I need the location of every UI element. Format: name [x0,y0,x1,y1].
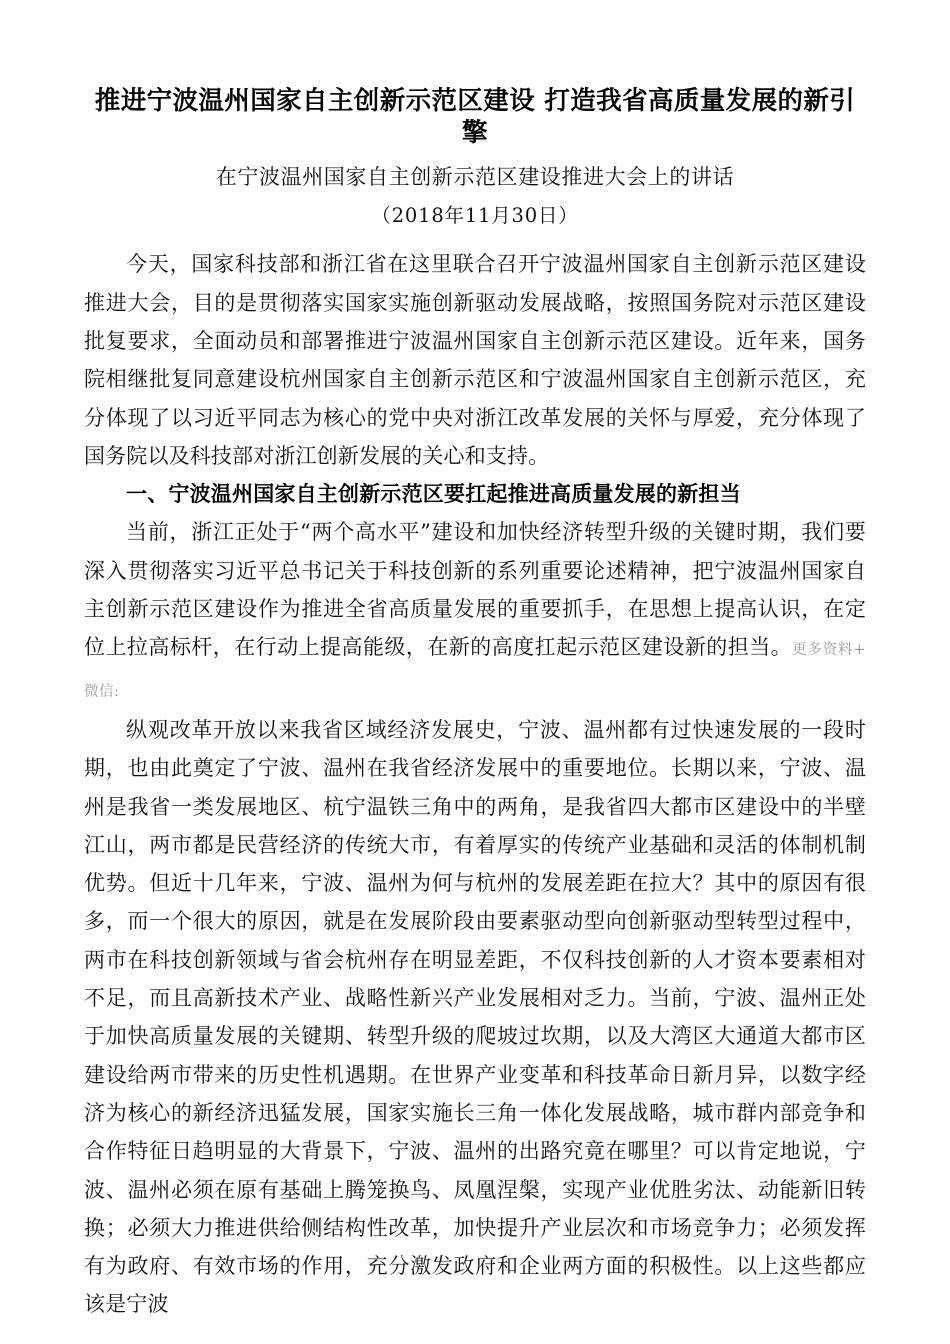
document-title: 推进宁波温州国家自主创新示范区建设 打造我省高质量发展的新引擎 [94,86,856,148]
body-paragraph-3: 纵观改革开放以来我省区域经济发展史，宁波、温州都有过快速发展的一段时期，也由此奠定了宁波、温州在我省经济发展中的重要地位。长期以来，宁波、温州是我省一类发展地区、杭宁温铁三角中的两角，是我省四大都市区建设中的半壁江山，两市都是民营经济的传统大市，有着厚实的传统产业基础和灵活的体制机制优势。但近十几年来，宁波、温州为何与杭州的发展差距在拉大？其中的原因有很多，而一个很大的原因，就是在发展阶段由要素驱动型向创新驱动型转型过程中，两市在科技创新领域与省会杭州存在明显差距，不仅科技创新的人才资本要素相对不足，而且高新技术产业、战略性新兴产业发展相对乏力。当前，宁波、温州正处于加快高质量发展的关键期、转型升级的爬坡过坎期，以及大湾区大通道大都市区建设给两市带来的历史性机遇期。在世界产业变革和科技革命日新月异，以数字经济为核心的新经济迅猛发展，国家实施长三角一体化发展战略，城市群内部竞争和合作特征日趋明显的大背景下，宁波、温州的出路究竟在哪里？可以肯定地说，宁波、温州必须在原有基础上腾笼换鸟、凤凰涅槃，实现产业优胜劣汰、动能新旧转换；必须大力推进供给侧结构性改革，加快提升产业层次和市场竞争力；必须发挥有为政府、有效市场的作用，充分激发政府和企业两方面的积极性。以上这些都应该是宁波 [84,717,866,1317]
watermark-note: 更多资料+ 微信: [84,642,866,700]
body-paragraph-2 [84,513,866,710]
document-date: （2018年11月30日） [371,204,579,228]
section-heading-1: 一、宁波温州国家自主创新示范区要扛起推进高质量发展的新担当 [126,481,741,507]
page-content-column [84,0,866,1324]
body-paragraph-2-text: 当前，浙江正处于“两个高水平”建设和加快经济转型升级的关键时期，我们要深入贯彻落实习近平总书记关于科技创新的系列重要论述精神，把宁波温州国家自主创新示范区建设作为推进全省高质量发展的重要抓手，在思想上提高认识，在定位上拉高标杆，在行动上提高能级，在新的高度扛起示范区建设新的担当。 [84,520,866,660]
body-paragraph-1: 今天，国家科技部和浙江省在这里联合召开宁波温州国家自主创新示范区建设推进大会，目的是贯彻落实国家实施创新驱动发展战略，按照国务院对示范区建设批复要求，全面动员和部署推进宁波温州国家自主创新示范区建设。近年来，国务院相继批复同意建设杭州国家自主创新示范区和宁波温州国家自主创新示范区，充分体现了以习近平同志为核心的党中央对浙江改革发展的关怀与厚爱，充分体现了国务院以及科技部对浙江创新发展的关心和支持。 [84,252,866,468]
document-subtitle: 在宁波温州国家自主创新示范区建设推进大会上的讲话 [215,164,735,189]
